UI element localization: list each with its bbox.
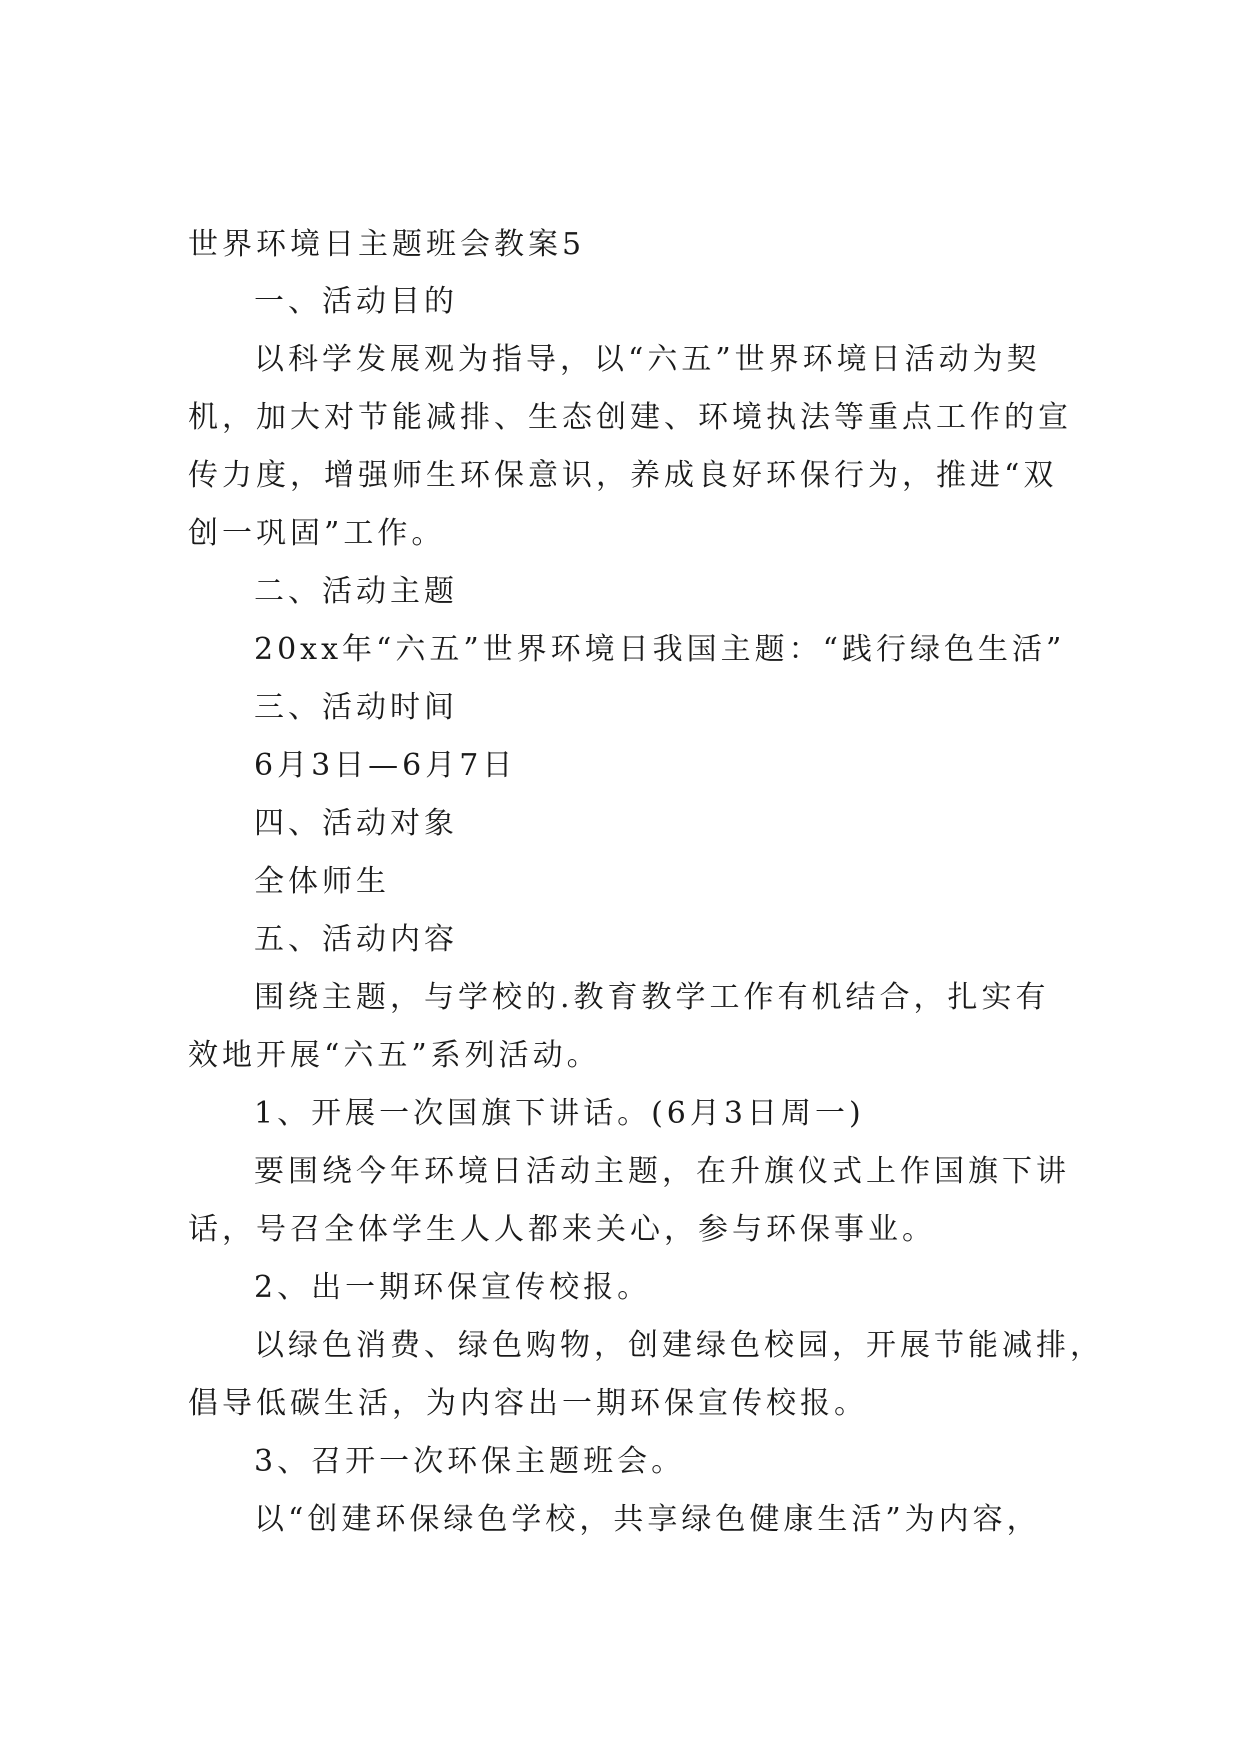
paragraph-line: 以绿色消费、绿色购物，创建绿色校园，开展节能减排， <box>254 1328 1104 1363</box>
list-item-heading: 3、召开一次环保主题班会。 <box>254 1444 686 1479</box>
paragraph-line: 要围绕今年环境日活动主题，在升旗仪式上作国旗下讲 <box>254 1154 1070 1189</box>
paragraph-line: 6月3日—6月7日 <box>254 748 517 783</box>
paragraph-line: 围绕主题，与学校的.教育教学工作有机结合，扎实有 <box>254 980 1050 1015</box>
section-heading-3: 三、活动时间 <box>254 690 458 725</box>
paragraph-line: 以“创建环保绿色学校，共享绿色健康生活”为内容， <box>254 1502 1041 1537</box>
paragraph-line: 全体师生 <box>254 864 390 899</box>
section-heading-1: 一、活动目的 <box>254 284 458 319</box>
paragraph-line: 效地开展“六五”系列活动。 <box>188 1038 601 1073</box>
list-item-heading: 1、开展一次国旗下讲话。(6月3日周一) <box>254 1096 865 1131</box>
list-item-heading: 2、出一期环保宣传校报。 <box>254 1270 652 1305</box>
document-title: 世界环境日主题班会教案5 <box>188 227 586 262</box>
paragraph-line: 传力度，增强师生环保意识，养成良好环保行为，推进“双 <box>188 458 1058 493</box>
paragraph-line: 创一巩固”工作。 <box>188 516 446 551</box>
section-heading-5: 五、活动内容 <box>254 922 458 957</box>
paragraph-line: 以科学发展观为指导，以“六五”世界环境日活动为契 <box>254 342 1041 377</box>
paragraph-line: 20xx年“六五”世界环境日我国主题：“践行绿色生活” <box>254 632 1066 667</box>
section-heading-4: 四、活动对象 <box>254 806 458 841</box>
paragraph-line: 倡导低碳生活，为内容出一期环保宣传校报。 <box>188 1386 868 1421</box>
paragraph-line: 话，号召全体学生人人都来关心，参与环保事业。 <box>188 1212 936 1247</box>
section-heading-2: 二、活动主题 <box>254 574 458 609</box>
paragraph-line: 机，加大对节能减排、生态创建、环境执法等重点工作的宣 <box>188 400 1072 435</box>
